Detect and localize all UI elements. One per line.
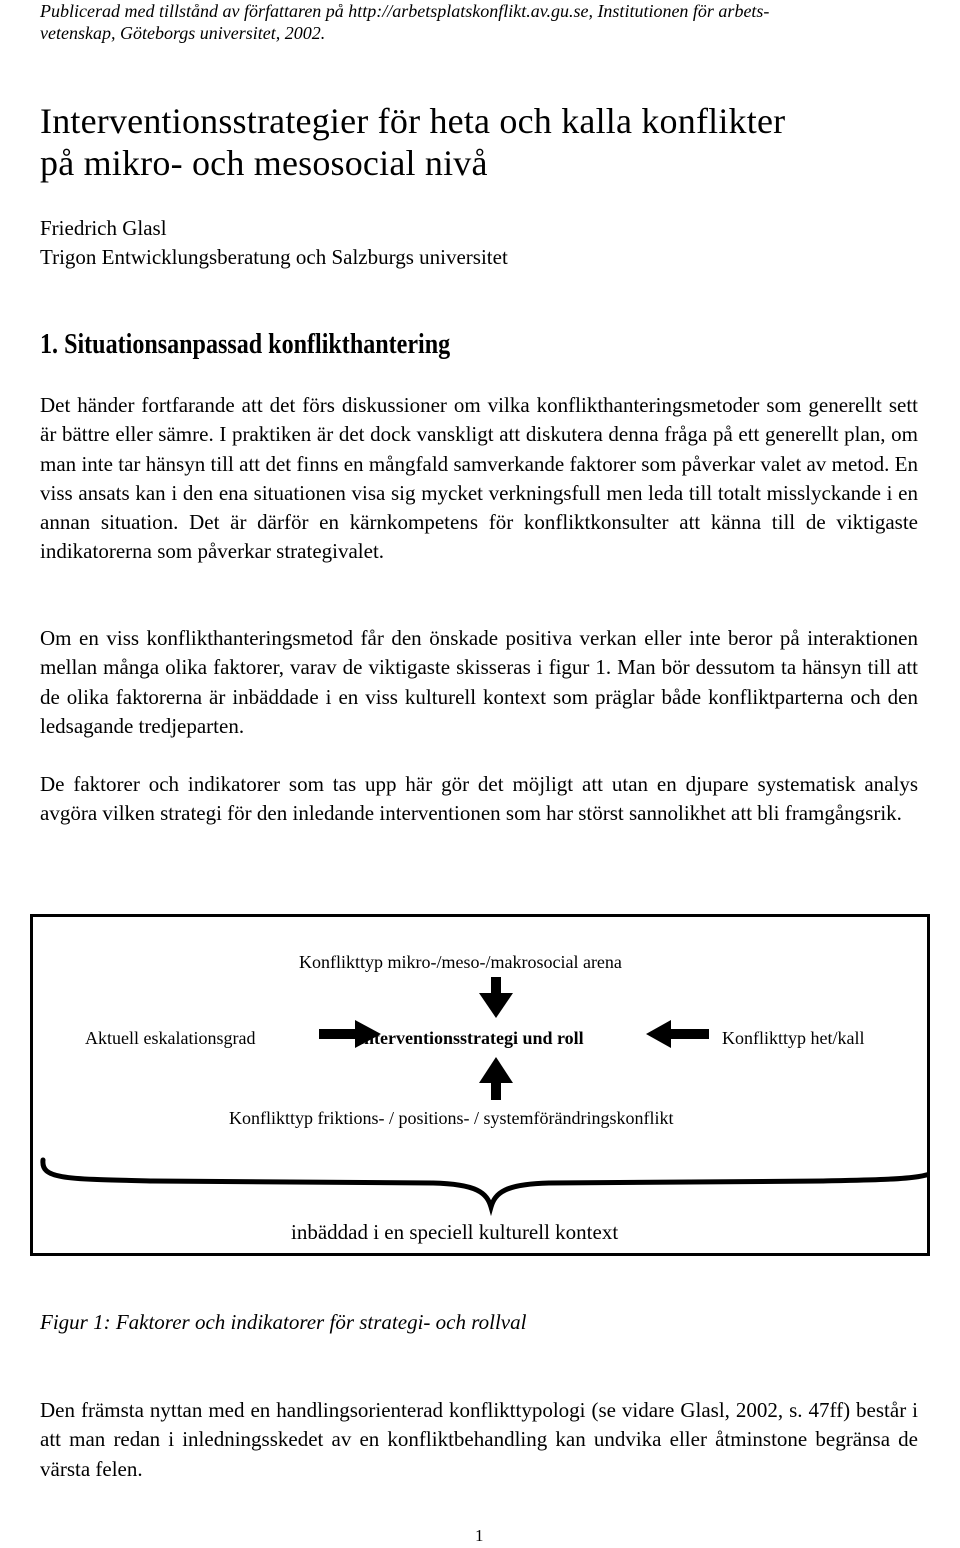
paragraph-1: Det händer fortfarande att det förs diskussioner om vilka konflikthanteringsmetoder som generellt sett är bättre eller sämre. I praktiken är det dock vanskligt att diskutera denna fråga på ett generellt plan, om man inte tar hänsyn till att det finns en mångfald samverkande faktorer som påverkar valet av metod. En viss ansats kan i den ena situationen visa sig mycket verkningsfull men leda till totalt misslyckande i en annan situation. Det är därför en kärnkompetens för konfliktkonsulter att känna till de viktigaste indikatorerna som påverkar strategivalet. xyxy=(40,393,918,564)
figure-label-bottom: Konflikttyp friktions- / positions- / systemförändringskonflikt xyxy=(229,1108,674,1128)
page-number: 1 xyxy=(475,1526,484,1545)
figure-label-top: Konflikttyp mikro-/meso-/makrosocial arena xyxy=(299,952,622,972)
publication-note-line-1: Publicerad med tillstånd av författaren på http://arbetsplatskonflikt.av.gu.se, Institutionen för arbets- xyxy=(40,1,770,21)
publication-note xyxy=(40,0,920,44)
paragraph-4: Den främsta nyttan med en handlingsorienterad konflikttypologi (se vidare Glasl, 2002, s. 47ff) består i att man redan i inledningsskedet av en konfliktbehandling kan undvika eller åtminstone begränsa de värsta felen. xyxy=(40,1398,918,1481)
arrow-up-from-bottom xyxy=(479,1057,513,1100)
author-name: Friedrich Glasl xyxy=(40,216,167,240)
paragraph-3: De faktorer och indikatorer som tas upp här gör det möjligt att utan en djupare systematisk analys avgöra vilken strategi för den inledande interventionen som har störst sannolikhet att bli framgångsrik. xyxy=(40,772,918,826)
title-line-2: på mikro- och mesosocial nivå xyxy=(40,143,488,183)
publication-note-line-2: vetenskap, Göteborgs universitet, 2002. xyxy=(40,23,326,43)
title-line-1: Interventionsstrategier för heta och kalla konflikter xyxy=(40,101,786,141)
arrow-left-from-right xyxy=(646,1020,709,1048)
figure-label-context: inbäddad i en speciell kulturell kontext xyxy=(291,1220,619,1244)
document-title xyxy=(40,100,940,184)
arrow-down-from-top xyxy=(479,977,513,1018)
figure-label-right: Konflikttyp het/kall xyxy=(722,1028,865,1048)
section-heading: 1. Situationsanpassad konflikthantering xyxy=(40,329,451,360)
figure-caption: Figur 1: Faktorer och indikatorer för strategi- och rollval xyxy=(40,1310,527,1334)
figure-label-left: Aktuell eskalationsgrad xyxy=(85,1028,256,1048)
author-affiliation: Trigon Entwicklungsberatung och Salzburgs universitet xyxy=(40,245,508,269)
curly-brace xyxy=(43,1160,927,1207)
figure-label-center: Interventionsstrategi und roll xyxy=(357,1028,584,1048)
figure-diagram xyxy=(30,914,930,1256)
author-block xyxy=(40,214,508,272)
paragraph-2: Om en viss konflikthanteringsmetod får den önskade positiva verkan eller inte beror på interaktionen mellan många olika faktorer, varav de viktigaste skisseras i figur 1. Man bör dessutom ta hänsyn till att de olika faktorerna är inbäddade i en viss kulturell kontext som präglar både konfliktparterna och den ledsagande tredjeparten. xyxy=(40,626,918,738)
